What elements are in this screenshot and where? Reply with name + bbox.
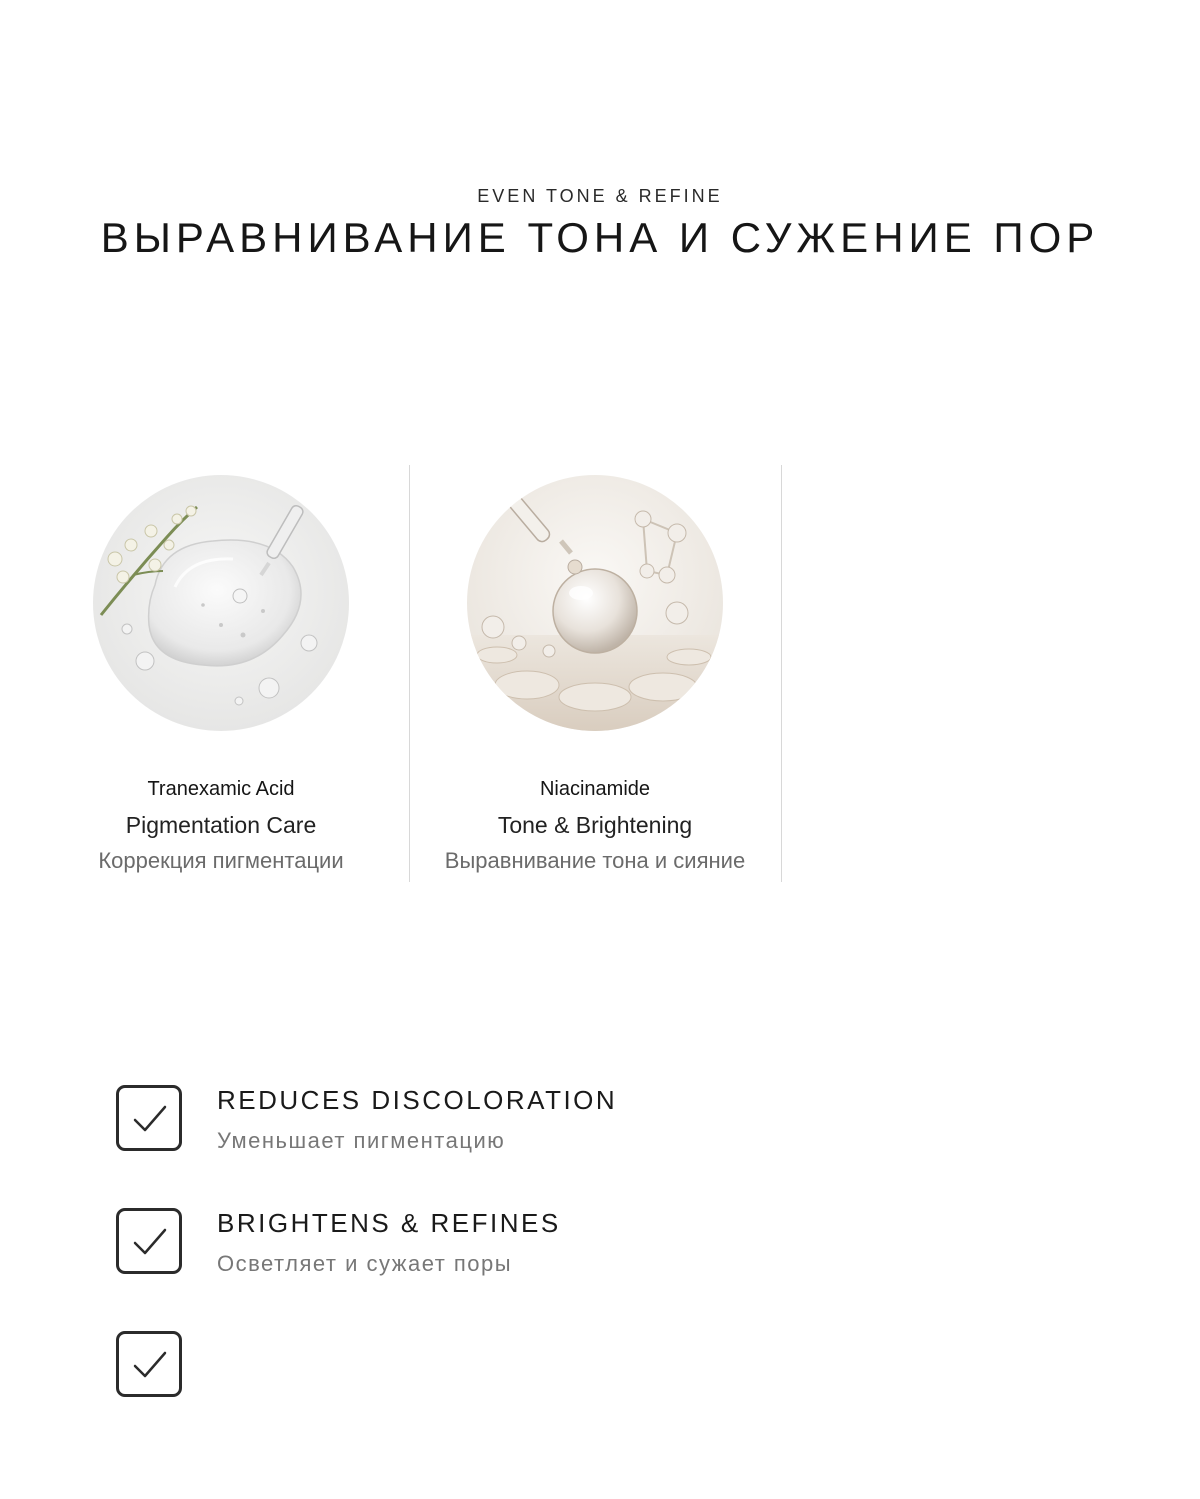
ingredient-name: Tranexamic Acid [147, 778, 295, 800]
ingredient-benefit-ru: Коррекция пигментации [98, 848, 344, 873]
serum-drop-flower-image [93, 475, 349, 731]
benefit-subtitle: Осветляет и сужает поры [217, 1251, 513, 1276]
ingredient-benefit-en: Tone & Brightening [497, 812, 693, 838]
checkbox-check-icon [116, 1208, 182, 1274]
benefit-item-reduces-discoloration [116, 1085, 1016, 1157]
ingredient-name: Niacinamide [539, 778, 651, 800]
ingredient-card-tranexamic [31, 475, 411, 877]
benefit-title: REDUCES DISCOLORATION [217, 1085, 618, 1115]
eyebrow-text: EVEN TONE & REFINE [477, 186, 723, 206]
checkbox-check-icon [116, 1085, 182, 1151]
benefit-subtitle: Уменьшает пигментацию [217, 1128, 506, 1153]
ingredient-card-niacinamide [405, 475, 785, 877]
ingredient-benefit-ru: Выравнивание тона и сияние [444, 848, 746, 873]
column-divider [781, 465, 782, 882]
benefit-title: BRIGHTENS & REFINES [217, 1208, 561, 1238]
benefit-item-empty [116, 1331, 1016, 1403]
pipette-sphere-molecule-image [467, 475, 723, 731]
page-title: ВЫРАВНИВАНИЕ ТОНА И СУЖЕНИЕ ПОР [100, 214, 1100, 261]
ingredient-benefit-en: Pigmentation Care [125, 812, 317, 838]
checkbox-check-icon [116, 1331, 182, 1397]
benefit-item-brightens-refines [116, 1208, 1016, 1280]
